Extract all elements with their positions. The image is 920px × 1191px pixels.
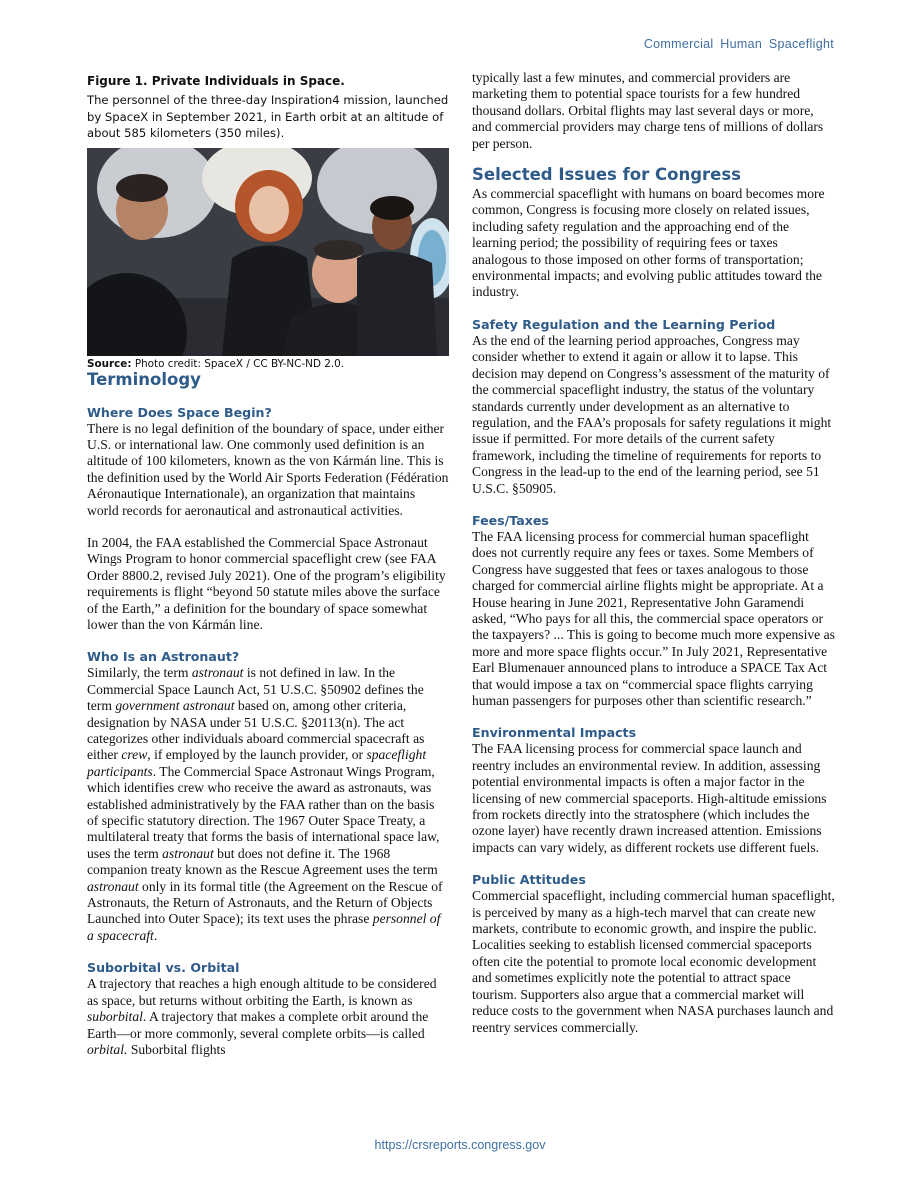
- figure-title: Figure 1. Private Individuals in Space.: [87, 74, 345, 88]
- paragraph-fees: The FAA licensing process for commercial human spaceflight does not currently require any fees or taxes. Some Members of Congress have suggested that fees or taxes analogous to those charged for commercial airline flights might be appropriate. At a House hearing in June 2021, Representative John Garamendi asked, “Who pays for all this, the commercial space operators or the taxpayers? ... This is going to become much more expensive as more and more space flights occur.” In July 2021, Representative Earl Blumenauer announced plans to introduce a SPACE Tax Act that would impose a tax on “commercial space flights carrying human passengers for purposes other than scientific research.”: [472, 528, 835, 708]
- paragraph-space-begin-1: There is no legal definition of the boundary of space, under either U.S. or international law. One commonly used definition is an altitude of 100 kilometers, known as the von Kármán line. This is the definition used by the World Air Sports Federation (Fédération Aéronautique Internationale), an organization that maintains world records for aeronautical and astronautical activities.: [87, 420, 449, 518]
- subheading-space-begin: Where Does Space Begin?: [87, 404, 272, 420]
- crew-photo: [87, 148, 449, 356]
- section-heading-issues: Selected Issues for Congress: [472, 165, 741, 185]
- subheading-public: Public Attitudes: [472, 872, 586, 888]
- suborbital-continued-marker: Suborbital flights: [127, 1041, 226, 1057]
- subheading-suborbital: Suborbital vs. Orbital: [87, 960, 240, 976]
- figure-caption: The personnel of the three-day Inspiration4 mission, launched by SpaceX in September 2021, in Earth orbit at an altitude of about 585 kilometers (350 miles).: [87, 93, 449, 140]
- paragraph-space-begin-2: In 2004, the FAA established the Commercial Space Astronaut Wings Program to honor commercial spaceflight crew (see FAA Order 8800.2, revised July 2021). One of the program’s eligibility requirements is flight “beyond 50 statute miles above the surface of the Earth,” a definition for the boundary of space somewhat lower than the von Kármán line.: [87, 534, 446, 632]
- figure-source: Source: Photo credit: SpaceX / CC BY-NC-ND 2.0.: [87, 357, 345, 370]
- paragraph-suborbital-part2: typically last a few minutes, and commercial providers are marketing them to potential space tourists for a few hundred thousand dollars. Orbital flights may last several days or more, and commercial providers may charge tens of millions of dollars per person.: [472, 70, 824, 151]
- paragraph-safety: As the end of the learning period approaches, Congress may consider whether to extend it again or allow it to lapse. This decision may depend on Congress’s assessment of the maturity of the commercial spaceflight industry, the status of the voluntary standards currently under development as an alternative to regulation, and the FAA’s proposals for safety regulations it might issue if permitted. For more details of the current safety framework, including the timeline of requirements for reports to Congress in the lead-up to the end of the learning period, see 51 U.S.C. §50905.: [472, 332, 832, 496]
- left-column: [87, 70, 449, 1058]
- paragraph-suborbital-part1: A trajectory that reaches a high enough altitude to be considered as space, but returns without orbiting the Earth, is known as suborbital. A trajectory that makes a complete orbit around the Earth—or more commonly, several complete orbits—is called orbital. Suborbital flights: [87, 976, 437, 1057]
- subheading-astronaut: Who Is an Astronaut?: [87, 649, 240, 665]
- paragraph-issues-intro: As commercial spaceflight with humans on board becomes more common, Congress is focusing more closely on related issues, including safety regulation and the approaching end of the learning period; the possibility of requiring fees or taxes analogous to those imposed on other forms of transportation; environmental impacts; and evolving public attitudes toward the industry.: [472, 186, 825, 300]
- paragraph-environment: The FAA licensing process for commercial space launch and reentry includes an environmental review. In addition, assessing potential environmental impacts is often a major factor in the licensing of new commercial spaceports. High-altitude emissions from rockets directly into the stratosphere (which includes the ozone layer) have recently drawn increased attention. Emissions impacts can vary widely, as different rockets use different fuels.: [472, 741, 827, 855]
- section-heading-terminology: Terminology: [87, 369, 201, 389]
- paragraph-public: Commercial spaceflight, including commercial human spaceflight, is perceived by many as a high-tech marvel that can create new markets, contribute to economic growth, and inspire the public. Localities seeking to establish licensed commercial spaceports often cite the potential to promote local economic development and sometimes explicitly note the potential to attract space tourism. Supporters also argue that a commercial market will reduce costs to the government when NASA purchases launch and reentry services commercially.: [472, 888, 835, 1035]
- crew-photo-illustration: [87, 148, 449, 356]
- right-column: [472, 70, 836, 1036]
- running-header: Commercial Human Spaceflight: [643, 37, 834, 51]
- subheading-safety: Safety Regulation and the Learning Period: [472, 316, 776, 332]
- subheading-environment: Environmental Impacts: [472, 725, 637, 741]
- paragraph-astronaut: Similarly, the term astronaut is not defined in law. In the Commercial Space Launch Act, 51 U.S.C. §50902 defines the term government astronaut based on, among other criteria, designation by NASA under 51 U.S.C. §20113(n). The act categorizes other individuals aboard commercial spacecraft as either crew, if employed by the launch provider, or spaceflight participants. The Commercial Space Astronaut Wings Program, which identifies crew who receive the award as astronauts, was established administratively by the FAA rather than on the basis of specific statutory direction. The 1967 Outer Space Treaty, a multilateral treaty that forms the basis of international space law, uses the term astronaut but does not define it. The 1968 companion treaty known as the Rescue Agreement uses the term astronaut only in its formal title (the Agreement on the Rescue of Astronauts, the Return of Astronauts, and the Return of Objects Launched into Outer Space); its text uses the phrase personnel of a spacecraft.: [87, 665, 443, 943]
- footer-url[interactable]: https://crsreports.congress.gov: [374, 1138, 546, 1152]
- subheading-fees: Fees/Taxes: [472, 512, 549, 528]
